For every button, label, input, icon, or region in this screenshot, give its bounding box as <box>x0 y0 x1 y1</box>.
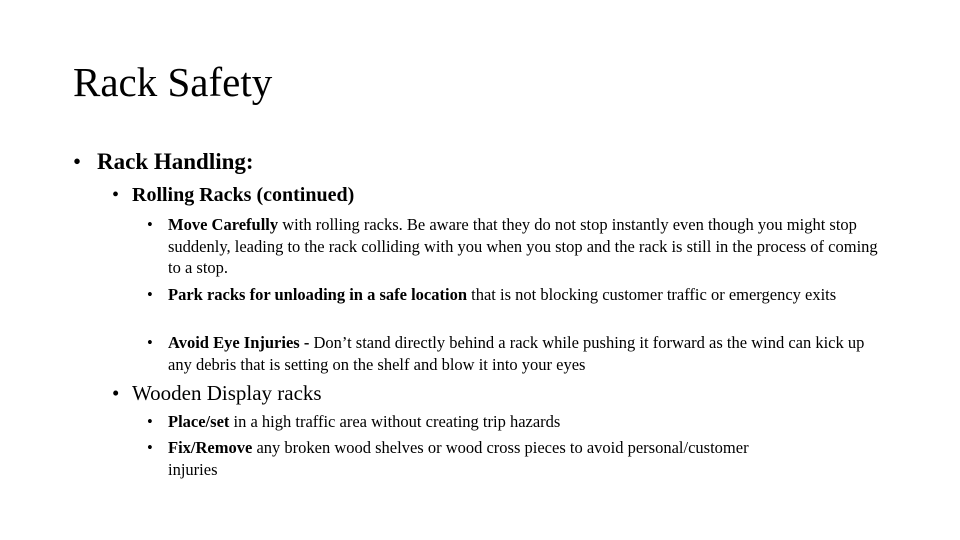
list-item-text <box>168 332 892 375</box>
list-item-body: any broken wood shelves or wood cross pieces to avoid personal/customer injuries <box>168 438 749 479</box>
list-item-text <box>168 214 892 279</box>
slide-title: Rack Safety <box>73 59 273 105</box>
bullet-dot: • <box>147 412 153 431</box>
list-item-bold: Move Carefully <box>168 215 279 234</box>
list-item-body: that is not blocking customer traffic or emergency exits <box>467 285 837 304</box>
bullet-dot: • <box>147 215 153 234</box>
list-item <box>147 332 892 375</box>
rack-handling-heading: Rack Handling: <box>97 149 254 174</box>
list-item <box>147 214 892 279</box>
bullet-dot: • <box>147 438 153 457</box>
bullet-dot: • <box>147 285 153 304</box>
list-item-bold: Park racks for unloading in a safe location <box>168 285 468 304</box>
bullet-dot: • <box>147 333 153 352</box>
bullet-dot: • <box>73 149 82 174</box>
list-item <box>147 437 767 480</box>
list-item-text <box>168 411 892 433</box>
list-item-text <box>168 284 892 306</box>
bullet-dot: • <box>112 184 120 206</box>
list-item <box>147 411 892 433</box>
rolling-racks-heading: Rolling Racks (continued) <box>132 184 355 206</box>
wooden-racks-heading: Wooden Display racks <box>132 381 322 405</box>
list-item-bold: Fix/Remove <box>168 438 253 457</box>
list-item-body: in a high traffic area without creating trip hazards <box>229 412 561 431</box>
list-item-body: Don’t stand directly behind a rack while pushing it forward as the wind can kick up any debris that is setting on the shelf and blow it into your eyes <box>168 333 865 374</box>
list-item-body: with rolling racks. Be aware that they do not stop instantly even though you might stop suddenly, leading to the rack colliding with you when you stop and the rack is still in the process of coming to a stop. <box>168 215 878 277</box>
list-item-bold: Place/set <box>168 412 230 431</box>
list-item-text <box>168 437 767 480</box>
bullet-dot: • <box>112 381 120 405</box>
list-item-bold: Avoid Eye Injuries - <box>168 333 314 352</box>
list-item <box>147 284 892 306</box>
